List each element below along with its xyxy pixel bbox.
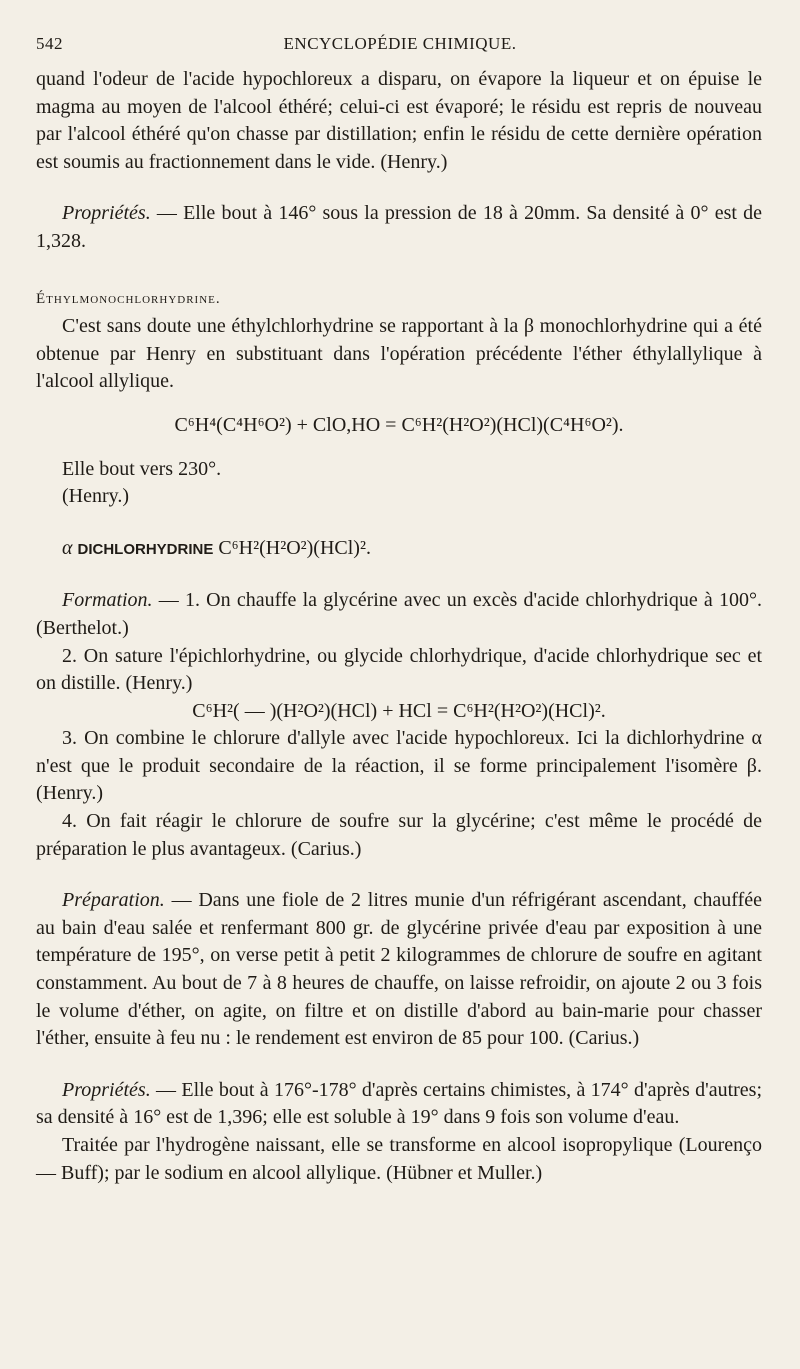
paragraph-formation-4: 4. On fait réagir le chlorure de soufre sur la glycérine; c'est même le procédé de préparation le plus avantageux. (Carius.) <box>36 810 762 860</box>
paragraph-properties-1 <box>36 200 762 255</box>
paragraph-formation-3: 3. On combine le chlorure d'allyle avec l'acide hypochloreux. Ici la dichlorhydrine α n'est que le produit secondaire de la réaction, il se forme principalement l'isomère β. (Henry.) <box>36 727 762 805</box>
paragraph-properties-2 <box>36 1077 762 1132</box>
page-number: 542 <box>36 34 63 53</box>
page-header <box>36 34 764 60</box>
properties-text: — Elle bout à 146° sous la pression de 18 à 20mm. Sa densité à 0° est de 1,328. <box>36 202 762 252</box>
properties-2-label: Propriétés. <box>62 1078 151 1101</box>
formation-label: Formation. <box>62 589 153 612</box>
properties-2-text: — Elle bout à 176°-178° d'après certains chimistes, à 174° d'après d'autres; sa densité à 16° est de 1,396; elle est soluble à 19° dans 9 fois son volume d'eau. <box>36 1078 762 1129</box>
paragraph-boiling: Elle bout vers 230°. <box>62 457 222 480</box>
paragraph-continuation: quand l'odeur de l'acide hypochloreux a disparu, on évapore la liqueur et on épuise le magma au moyen de l'alcool éthéré; celui-ci est évaporé; le résidu est repris de nouveau par l'alcool éthéré qu'on chasse par distillation; enfin le résidu de cette dernière opération est soumis au fractionnement dans le vide. (Henry.) <box>36 68 762 173</box>
equation-ethyl: C⁶H⁴(C⁴H⁶O²) + ClO,HO = C⁶H²(H²O²)(HCl)(C⁴H⁶O²). <box>174 413 624 436</box>
preparation-label: Préparation. <box>62 889 165 912</box>
formation-1-text: — 1. On chauffe la glycérine avec un excès d'acide chlorhydrique à 100°. (Berthelot.) <box>36 589 762 639</box>
properties-label: Propriétés. <box>62 202 151 225</box>
paragraph-formation-1 <box>36 587 762 642</box>
page-body <box>36 66 762 1187</box>
alpha-prefix: α <box>62 536 78 559</box>
paragraph-ethyl: C'est sans doute une éthylchlorhydrine se rapportant à la β monochlorhydrine qui a été obtenue par Henry en substituant dans l'opération précédente l'éther éthylallylique à l'alcool allylique. <box>36 315 762 393</box>
paragraph-henry-citation: (Henry.) <box>62 485 130 508</box>
section-title-dichlorhydrine <box>36 535 762 564</box>
dichlorhydrine-name: DICHLORHYDRINE <box>77 540 214 558</box>
running-head: ENCYCLOPÉDIE CHIMIQUE. <box>283 34 517 53</box>
paragraph-preparation <box>36 887 762 1053</box>
section-title-ethylmonochlorhydrine: Éthylmonochlorhydrine. <box>36 290 221 307</box>
equation-formation: C⁶H²( — )(H²O²)(HCl) + HCl = C⁶H²(H²O²)(HCl)². <box>192 699 606 722</box>
dichlorhydrine-formula: C⁶H²(H²O²)(HCl)². <box>213 536 371 559</box>
paragraph-formation-2: 2. On sature l'épichlorhydrine, ou glycide chlorhydrique, d'acide chlorhydrique sec et on distille. (Henry.) <box>36 644 762 695</box>
preparation-text: — Dans une fiole de 2 litres munie d'un réfrigérant ascendant, chauffée au bain d'eau salée et renfermant 800 gr. de glycérine privée d'eau par exposition à une température de 195°, on verse petit à petit 2 kilogrammes de chlorure de soufre en agitant constamment. Au bout de 7 à 8 heures de chauffe, on laisse refroidir, on ajoute 2 ou 3 fois le volume d'éther, on agite, on filtre et on distille d'abord au bain-marie pour chasser l'éther, ensuite à feu nu : le rendement est environ de 85 pour 100. (Carius.) <box>36 889 762 1050</box>
paragraph-hydrogenation: Traitée par l'hydrogène naissant, elle se transforme en alcool isopropylique (Lourenço — Buff); par le sodium en alcool allylique. (Hübner et Muller.) <box>36 1134 762 1184</box>
